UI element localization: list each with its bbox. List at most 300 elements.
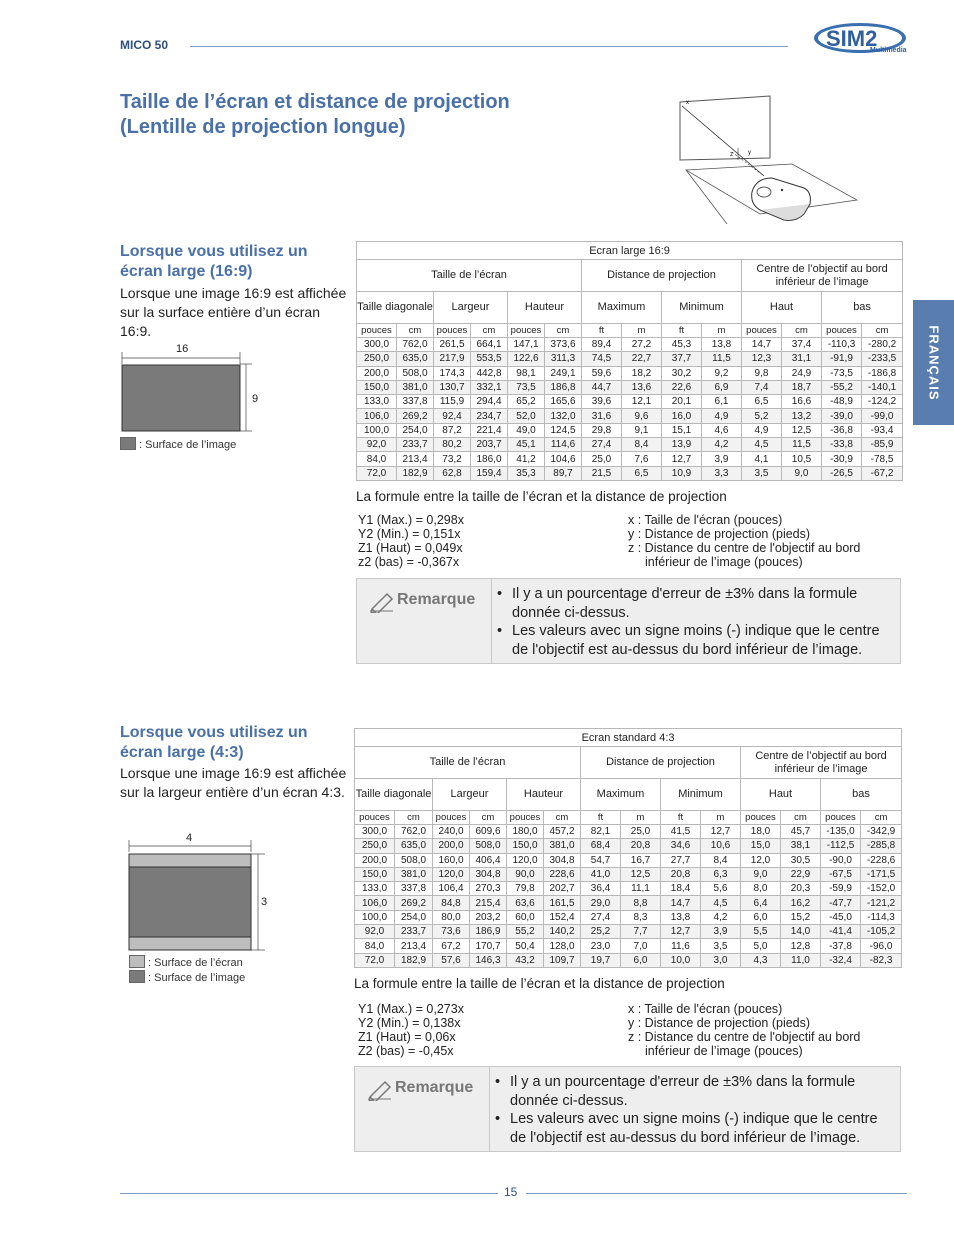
pencil-icon [369, 591, 395, 613]
table-cell: 92,4 [434, 409, 471, 423]
table-cell: 7,6 [622, 452, 662, 466]
aspect-height-label: 9 [252, 393, 259, 405]
table-cell: 5,6 [701, 882, 741, 896]
table-cell: 37,4 [782, 338, 822, 352]
table-cell: 22,7 [622, 352, 662, 366]
table-cell: 59,6 [582, 366, 622, 380]
table-cell: 23,0 [581, 939, 621, 953]
table-cell: 150,0 [355, 867, 395, 881]
table-cell: 72,0 [357, 466, 397, 480]
table-cell: 664,1 [471, 338, 508, 352]
unit-header: cm [471, 324, 508, 338]
table-cell: 10,6 [701, 839, 741, 853]
table-row [355, 853, 902, 867]
table-cell: 30,5 [781, 853, 821, 867]
table-cell: 67,2 [433, 939, 470, 953]
table-cell: 249,1 [545, 366, 582, 380]
table-cell: 3,0 [701, 953, 741, 967]
table-row [357, 352, 903, 366]
table-cell: 9,0 [782, 466, 822, 480]
table-cell: 233,7 [397, 438, 434, 452]
note-label: Remarque [397, 591, 476, 608]
table-row [357, 452, 903, 466]
table-cell: 228,6 [544, 867, 581, 881]
table-cell: 24,9 [782, 366, 822, 380]
unit-header: ft [582, 324, 622, 338]
col-group-center: Centre de l’objectif au bord inférieur de l’image [741, 747, 902, 779]
table-cell: 215,4 [470, 896, 507, 910]
legend-z: z : Distance du centre de l'objectif au bord [628, 1030, 861, 1044]
image-area-swatch [129, 970, 145, 983]
table-cell: 100,0 [355, 910, 395, 924]
table-cell: -114,3 [861, 910, 902, 924]
table-cell: 11,5 [702, 352, 742, 366]
table-cell: 22,9 [781, 867, 821, 881]
col-group-size: Taille de l’écran [357, 260, 582, 292]
table-cell: 5,2 [742, 409, 782, 423]
col-width: Largeur [434, 292, 508, 324]
table-cell: -96,0 [861, 939, 902, 953]
legend-z: z : Distance du centre de l'objectif au bord [628, 541, 861, 555]
table-row [355, 896, 902, 910]
table-cell: 18,2 [622, 366, 662, 380]
section1-paragraph: Lorsque une image 16:9 est affichée sur la surface entière d’un écran 16:9. [120, 285, 347, 339]
unit-header: cm [862, 324, 903, 338]
table-cell: 98,1 [508, 366, 545, 380]
table-cell: 14,0 [781, 925, 821, 939]
table-cell: 217,9 [434, 352, 471, 366]
table-cell: 84,8 [433, 896, 470, 910]
table-cell: 100,0 [357, 423, 397, 437]
table-cell: 294,4 [471, 395, 508, 409]
table-cell: 186,0 [471, 452, 508, 466]
table-cell: -59,9 [821, 882, 861, 896]
formula-y1: Y1 (Max.) = 0,273x [358, 1002, 464, 1016]
table-cell: 20,8 [621, 839, 661, 853]
note-label-cell [357, 579, 492, 663]
table-cell: 161,5 [544, 896, 581, 910]
diagram-label-y: y [748, 150, 751, 156]
formula-z2: Z2 (bas) = -0,45x [358, 1044, 454, 1058]
table-row [355, 882, 902, 896]
table-cell: 55,2 [507, 925, 544, 939]
table-cell: 133,0 [357, 395, 397, 409]
title-line-2: (Lentille de projection longue) [120, 116, 406, 138]
logo-subtext: Multimedia [870, 47, 907, 54]
section1-heading: Lorsque vous utilisez un écran large (16:9) [120, 243, 308, 280]
unit-header: pouces [508, 324, 545, 338]
table-cell: 146,3 [470, 953, 507, 967]
table-cell: 15,2 [781, 910, 821, 924]
table-cell: 106,0 [355, 896, 395, 910]
table-cell: 29,0 [581, 896, 621, 910]
legend-y: y : Distance de projection (pieds) [628, 1016, 811, 1030]
unit-header: cm [397, 324, 434, 338]
section2-paragraph: Lorsque une image 16:9 est affichée sur la largeur entière d’un écran 4:3. [120, 765, 347, 800]
unit-header: cm [545, 324, 582, 338]
image-area-swatch [120, 437, 136, 450]
table-cell: 5,0 [741, 939, 781, 953]
table-row [355, 953, 902, 967]
table-cell: 106,4 [433, 882, 470, 896]
table-cell: 304,8 [470, 867, 507, 881]
unit-header: pouces [821, 811, 861, 825]
col-max: Maximum [582, 292, 662, 324]
table-cell: -37,8 [821, 939, 861, 953]
table-cell: 11,5 [782, 438, 822, 452]
col-diagonal: Taille diagonale [357, 292, 434, 324]
table-cell: 269,2 [397, 409, 434, 423]
table-row [355, 925, 902, 939]
table-row [357, 438, 903, 452]
table-cell: 106,0 [357, 409, 397, 423]
table-cell: 250,0 [355, 839, 395, 853]
note-list [495, 1073, 895, 1147]
table-row [355, 825, 902, 839]
formula-y2: Y2 (Min.) = 0,138x [358, 1016, 461, 1030]
table-cell: -112,5 [821, 839, 861, 853]
col-top: Haut [741, 779, 821, 811]
legend-z-cont: inférieur de l’image (pouces) [645, 1044, 803, 1058]
table-cell: 174,3 [434, 366, 471, 380]
table-cell: 442,8 [471, 366, 508, 380]
table-cell: 7,4 [742, 380, 782, 394]
table-cell: -78,5 [862, 452, 903, 466]
table-row [355, 839, 902, 853]
legend-x: x : Taille de l'écran (pouces) [628, 1002, 783, 1016]
diagram-label-x: x [686, 100, 689, 106]
section2-formulas [358, 1002, 464, 1058]
table-cell: 635,0 [397, 352, 434, 366]
table-cell: 270,3 [470, 882, 507, 896]
col-height: Hauteur [507, 779, 581, 811]
table-cell: 457,2 [544, 825, 581, 839]
table-cell: 68,4 [581, 839, 621, 853]
table-cell: 508,0 [397, 366, 434, 380]
table-cell: 9,0 [741, 867, 781, 881]
table-cell: 16,0 [662, 409, 702, 423]
table-cell: 84,0 [355, 939, 395, 953]
section1-formulas [358, 513, 464, 569]
table-row [357, 338, 903, 352]
table-cell: 133,0 [355, 882, 395, 896]
unit-header: cm [470, 811, 507, 825]
table-cell: 762,0 [397, 338, 434, 352]
section2-table [354, 728, 902, 968]
table-cell: 16,7 [621, 853, 661, 867]
note-label-cell [355, 1067, 490, 1151]
table-cell: 508,0 [395, 853, 433, 867]
table-cell: 22,6 [662, 380, 702, 394]
table-cell: 203,7 [471, 438, 508, 452]
table-cell: 6,1 [702, 395, 742, 409]
col-min: Minimum [661, 779, 741, 811]
language-tab-label: FRANÇAIS [926, 324, 941, 401]
table-cell: 261,5 [434, 338, 471, 352]
table-cell: 7,7 [621, 925, 661, 939]
table-cell: 381,0 [544, 839, 581, 853]
legend-y: y : Distance de projection (pieds) [628, 527, 811, 541]
page-title [120, 90, 640, 140]
table-cell: 27,4 [582, 438, 622, 452]
table-cell: 16,6 [782, 395, 822, 409]
table-cell: 250,0 [357, 352, 397, 366]
table-cell: 12,7 [662, 452, 702, 466]
note-label: Remarque [395, 1079, 474, 1096]
table-cell: 18,7 [782, 380, 822, 394]
table-cell: 14,7 [661, 896, 701, 910]
col-width: Largeur [433, 779, 507, 811]
table-cell: 304,8 [544, 853, 581, 867]
table-cell: 762,0 [395, 825, 433, 839]
formula-z2: z2 (bas) = -0,367x [358, 555, 460, 569]
projection-diagram [672, 92, 862, 228]
unit-header: cm [544, 811, 581, 825]
table-cell: 12,5 [782, 423, 822, 437]
table-cell: -91,9 [822, 352, 862, 366]
table-cell: 92,0 [355, 925, 395, 939]
table-cell: -26,5 [822, 466, 862, 480]
table-cell: 44,7 [582, 380, 622, 394]
table-cell: -171,5 [861, 867, 902, 881]
table-cell: 109,7 [544, 953, 581, 967]
table-cell: 57,6 [433, 953, 470, 967]
table-cell: 124,5 [545, 423, 582, 437]
table-cell: -45,0 [821, 910, 861, 924]
unit-header: pouces [357, 324, 397, 338]
unit-header: ft [661, 811, 701, 825]
note-item: • Les valeurs avec un signe moins (-) indique que le centre de l'objectif est au-dessus du bord inférieur de l’image. [497, 622, 897, 659]
table-cell: -33,8 [822, 438, 862, 452]
table-cell: 4,3 [741, 953, 781, 967]
table-cell: 9,1 [622, 423, 662, 437]
table-cell: -32,4 [821, 953, 861, 967]
table-cell: 20,8 [661, 867, 701, 881]
table-cell: 27,4 [581, 910, 621, 924]
table-cell: 200,0 [355, 853, 395, 867]
col-diagonal: Taille diagonale [355, 779, 433, 811]
table-cell: 15,0 [741, 839, 781, 853]
table-cell: 311,3 [545, 352, 582, 366]
col-group-center: Centre de l’objectif au bord inférieur de l’image [742, 260, 903, 292]
col-max: Maximum [581, 779, 661, 811]
table-cell: 11,0 [781, 953, 821, 967]
table-cell: 63,6 [507, 896, 544, 910]
table-cell: 300,0 [357, 338, 397, 352]
col-top: Haut [742, 292, 822, 324]
aspect-width-label: 16 [176, 343, 189, 355]
table-cell: 9,6 [622, 409, 662, 423]
legend-image-text: : Surface de l’image [148, 972, 246, 984]
table-cell: 12,1 [622, 395, 662, 409]
footer-rule-right [526, 1193, 907, 1194]
table-cell: 373,6 [545, 338, 582, 352]
table-cell: 6,9 [702, 380, 742, 394]
table-cell: 234,7 [471, 409, 508, 423]
table-cell: 200,0 [433, 839, 470, 853]
table-cell: 36,4 [581, 882, 621, 896]
table-cell: 254,0 [395, 910, 433, 924]
unit-header: m [701, 811, 741, 825]
table-cell: 147,1 [508, 338, 545, 352]
table-cell: -99,0 [862, 409, 903, 423]
note-item: • Il y a un pourcentage d'erreur de ±3% dans la formule donnée ci-dessus. [497, 585, 897, 622]
table-cell: 80,2 [434, 438, 471, 452]
aspect-width-label: 4 [186, 832, 193, 844]
language-tab[interactable] [913, 300, 954, 425]
table-cell: 65,2 [508, 395, 545, 409]
table-cell: 50,4 [507, 939, 544, 953]
table-cell: 13,8 [702, 338, 742, 352]
table-cell: -186,8 [862, 366, 903, 380]
table-cell: 39,6 [582, 395, 622, 409]
table-cell: 4,2 [701, 910, 741, 924]
table-cell: 9,2 [702, 366, 742, 380]
table-cell: 16,2 [781, 896, 821, 910]
table-cell: 49,0 [508, 423, 545, 437]
table-cell: 150,0 [507, 839, 544, 853]
table-cell: 337,8 [397, 395, 434, 409]
table-cell: 90,0 [507, 867, 544, 881]
section1-legend-image [120, 437, 236, 451]
pencil-icon [367, 1079, 393, 1101]
aspect-height-label: 3 [261, 896, 268, 908]
table-cell: -152,0 [861, 882, 902, 896]
table-cell: -233,5 [862, 352, 903, 366]
table-cell: -82,3 [861, 953, 902, 967]
table-cell: 31,6 [582, 409, 622, 423]
table-cell: 186,9 [470, 925, 507, 939]
table-cell: 3,5 [742, 466, 782, 480]
table-cell: 6,5 [742, 395, 782, 409]
table-cell: -93,4 [862, 423, 903, 437]
table-cell: 10,0 [661, 953, 701, 967]
table-cell: 45,7 [781, 825, 821, 839]
table-cell: 203,2 [470, 910, 507, 924]
table-cell: 27,2 [622, 338, 662, 352]
table-cell: -67,2 [862, 466, 903, 480]
unit-header: pouces [355, 811, 395, 825]
table-cell: 406,4 [470, 853, 507, 867]
col-min: Minimum [662, 292, 742, 324]
table-cell: -121,2 [861, 896, 902, 910]
unit-header: pouces [822, 324, 862, 338]
table-cell: 9,8 [742, 366, 782, 380]
footer-rule-left [120, 1193, 498, 1194]
table-cell: 3,5 [701, 939, 741, 953]
table-cell: 87,2 [434, 423, 471, 437]
table-cell: 128,0 [544, 939, 581, 953]
diagram-label-z: z [730, 152, 733, 158]
table-cell: -85,9 [862, 438, 903, 452]
table-row [357, 380, 903, 394]
table-cell: 41,2 [508, 452, 545, 466]
logo-text: SIM2 [826, 26, 878, 51]
table-cell: 45,1 [508, 438, 545, 452]
page-number: 15 [504, 1185, 518, 1199]
header-model: MICO 50 [120, 38, 169, 52]
unit-header: cm [781, 811, 821, 825]
table-cell: 182,9 [397, 466, 434, 480]
table-cell: 73,6 [433, 925, 470, 939]
table-cell: 20,1 [662, 395, 702, 409]
table-cell: 202,7 [544, 882, 581, 896]
table-cell: 25,0 [621, 825, 661, 839]
table-cell: 4,9 [742, 423, 782, 437]
table-cell: 12,7 [661, 925, 701, 939]
col-bottom: bas [822, 292, 903, 324]
table-cell: 73,2 [434, 452, 471, 466]
table-cell: 27,7 [661, 853, 701, 867]
table-cell: 150,0 [357, 380, 397, 394]
table-cell: -41,4 [821, 925, 861, 939]
table-cell: 7,0 [621, 939, 661, 953]
table-cell: -47,7 [821, 896, 861, 910]
table-cell: -105,2 [861, 925, 902, 939]
table-cell: 10,5 [782, 452, 822, 466]
table-cell: 6,0 [741, 910, 781, 924]
unit-header: ft [662, 324, 702, 338]
table-cell: 8,4 [701, 853, 741, 867]
table-cell: 269,2 [395, 896, 433, 910]
section2-aspect-diagram [125, 832, 275, 956]
table-cell: 72,0 [355, 953, 395, 967]
table-cell: 381,0 [395, 867, 433, 881]
section2-legend-screen [129, 955, 243, 969]
section2-note-box [354, 1066, 901, 1152]
table-cell: 8,8 [621, 896, 661, 910]
table-cell: 213,4 [395, 939, 433, 953]
table-cell: 82,1 [581, 825, 621, 839]
table-cell: 165,6 [545, 395, 582, 409]
screen-area-swatch [129, 955, 145, 968]
table-cell: 114,6 [545, 438, 582, 452]
col-group-distance: Distance de projection [582, 260, 742, 292]
table-cell: 635,0 [395, 839, 433, 853]
table-cell: 12,8 [781, 939, 821, 953]
table-cell: 21,5 [582, 466, 622, 480]
table-cell: 160,0 [433, 853, 470, 867]
table-cell: 60,0 [507, 910, 544, 924]
table-row [357, 466, 903, 480]
table-cell: 170,7 [470, 939, 507, 953]
table-cell: 240,0 [433, 825, 470, 839]
table-cell: -228,6 [861, 853, 902, 867]
table-cell: -124,2 [862, 395, 903, 409]
brand-logo [812, 20, 912, 56]
table-cell: 4,1 [742, 452, 782, 466]
legend-image-text: : Surface de l’image [139, 439, 237, 451]
table-cell: 152,4 [544, 910, 581, 924]
formula-y2: Y2 (Min.) = 0,151x [358, 527, 461, 541]
section2-variable-legend [628, 1002, 860, 1058]
unit-header: pouces [742, 324, 782, 338]
table-cell: 186,8 [545, 380, 582, 394]
table-cell: 62,8 [434, 466, 471, 480]
table-cell: 13,8 [661, 910, 701, 924]
table-cell: 140,2 [544, 925, 581, 939]
table-cell: 41,0 [581, 867, 621, 881]
table-cell: 130,7 [434, 380, 471, 394]
legend-screen-text: : Surface de l’écran [148, 957, 243, 969]
unit-header: cm [395, 811, 433, 825]
section1-variable-legend [628, 513, 860, 569]
table-cell: 3,9 [702, 452, 742, 466]
table-caption: Ecran standard 4:3 [355, 729, 902, 747]
table-cell: 41,5 [661, 825, 701, 839]
table-cell: 120,0 [507, 853, 544, 867]
table-cell: 6,3 [701, 867, 741, 881]
